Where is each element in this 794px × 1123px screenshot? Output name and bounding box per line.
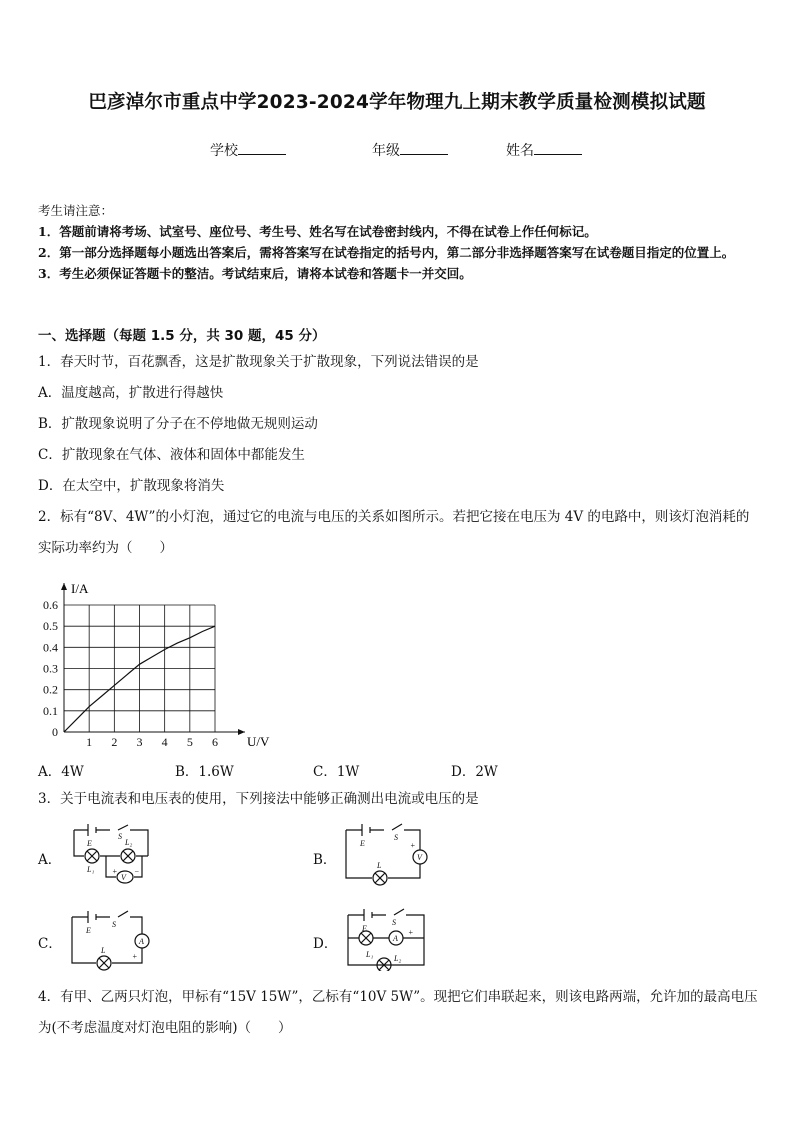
question-3 [38, 784, 760, 815]
notice-item-1: 1．答题前请将考场、试室号、座位号、考生号、姓名写在试卷密封线内，不得在试卷上作任何标记。 [38, 224, 597, 239]
page-title: 巴彦淖尔市重点中学2023-2024学年物理九上期末教学质量检测模拟试题 [88, 92, 706, 113]
name-label: 姓名 [506, 143, 534, 159]
q2-stem: 2．标有“8V、4W”的小灯泡，通过它的电流与电压的关系如图所示。若把它接在电压为 4V 的电路中，则该灯泡消耗的实际功率约为（ ） [38, 509, 750, 556]
label-s: S [392, 918, 396, 927]
chart-grid [64, 605, 215, 732]
notice-item-2: 2．第一部分选择题每小题选出答案后，需将答案写在试卷指定的括号内，第二部分非选择题答案写在试卷题目指定的位置上。 [38, 245, 735, 260]
label-plus: + [112, 867, 118, 876]
y-tick-label: 0.3 [43, 661, 58, 676]
q3-option-c-label: C． [38, 936, 62, 952]
x-tick-label: 5 [186, 735, 193, 749]
x-tick-label: 2 [111, 735, 118, 749]
label-l1: L₁ [87, 865, 95, 874]
y-tick-label: 0.2 [43, 682, 58, 697]
iu-chart [30, 570, 290, 755]
school-label: 学校 [210, 143, 238, 159]
y-axis-label: I/A [71, 581, 89, 596]
label-l: L [377, 861, 382, 870]
label-v: V [417, 853, 422, 862]
y-tick-label: 0 [52, 725, 58, 739]
q3-option-d-label: D． [313, 936, 338, 952]
question-1 [38, 347, 760, 502]
question-2 [38, 502, 760, 564]
chart-axes [61, 583, 245, 735]
q2-option-c: C．1W [313, 764, 360, 780]
y-axis-arrow [61, 583, 67, 590]
school-field [210, 140, 286, 160]
grade-field [372, 140, 448, 160]
q1-option-c: C．扩散现象在气体、液体和固体中都能发生 [38, 447, 305, 463]
q2-option-a: A．4W [38, 764, 84, 780]
x-tick-label: 3 [136, 735, 143, 749]
q1-stem: 1．春天时节，百花飘香，这是扩散现象关于扩散现象，下列说法错误的是 [38, 354, 479, 370]
x-tick-label: 6 [212, 735, 218, 749]
x-tick-label: 1 [86, 735, 93, 749]
label-plus: + [408, 928, 414, 937]
notice-block [38, 200, 760, 284]
label-e: E [362, 924, 367, 933]
label-e: E [87, 839, 92, 848]
q1-option-a: A．温度越高，扩散进行得越快 [38, 385, 224, 401]
notice-item-3: 3．考生必须保证答题卡的整洁。考试结束后，请将本试卷和答题卡一并交回。 [38, 266, 472, 281]
y-tick-label: 0.6 [43, 598, 58, 612]
label-a: A [393, 934, 398, 943]
circuit-c [66, 905, 156, 971]
q3-option-b-label: B． [313, 852, 337, 868]
q2-option-b: B．1.6W [175, 764, 234, 780]
question-4 [38, 982, 760, 1044]
school-blank [238, 140, 286, 155]
x-tick-label: 4 [161, 735, 168, 749]
label-l2: L₂ [125, 838, 133, 847]
label-l2: L₂ [394, 954, 402, 963]
y-tick-label: 0.4 [43, 640, 58, 655]
circuit-d [344, 905, 434, 971]
label-s: S [118, 832, 122, 841]
label-minus: − [134, 867, 140, 876]
name-field [506, 140, 582, 160]
grade-label: 年级 [372, 143, 400, 159]
x-axis-arrow [238, 729, 245, 735]
label-s: S [394, 833, 398, 842]
label-plus: + [410, 841, 416, 850]
circuit-a [70, 822, 160, 884]
label-a: A [139, 937, 144, 946]
q2-option-d: D．2W [451, 764, 498, 780]
label-s: S [112, 920, 116, 929]
notice-heading: 考生请注意： [38, 203, 114, 218]
q4-stem: 4．有甲、乙两只灯泡，甲标有“15V 15W”，乙标有“10V 5W”。现把它们串联起来，则该电路两端，允许加的最高电压为(不考虑温度对灯泡电阻的影响)（ ） [38, 989, 758, 1036]
name-blank [534, 140, 582, 155]
label-l: L [101, 946, 106, 955]
q1-option-b: B．扩散现象说明了分子在不停地做无规则运动 [38, 416, 318, 432]
section-heading: 一、选择题（每题 1.5 分，共 30 题，45 分） [38, 328, 326, 344]
label-e: E [86, 926, 91, 935]
label-v: V [121, 873, 126, 882]
label-l1: L₁ [366, 950, 374, 959]
circuit-b [340, 820, 430, 886]
y-tick-label: 0.1 [43, 703, 58, 718]
label-e: E [360, 839, 365, 848]
q1-option-d: D．在太空中，扩散现象将消失 [38, 478, 225, 494]
x-axis-label: U/V [247, 734, 270, 749]
y-tick-label: 0.5 [43, 619, 58, 634]
label-plus: + [132, 952, 138, 961]
q3-option-a-label: A． [38, 852, 62, 868]
q3-stem: 3．关于电流表和电压表的使用，下列接法中能够正确测出电流或电压的是 [38, 791, 479, 807]
grade-blank [400, 140, 448, 155]
